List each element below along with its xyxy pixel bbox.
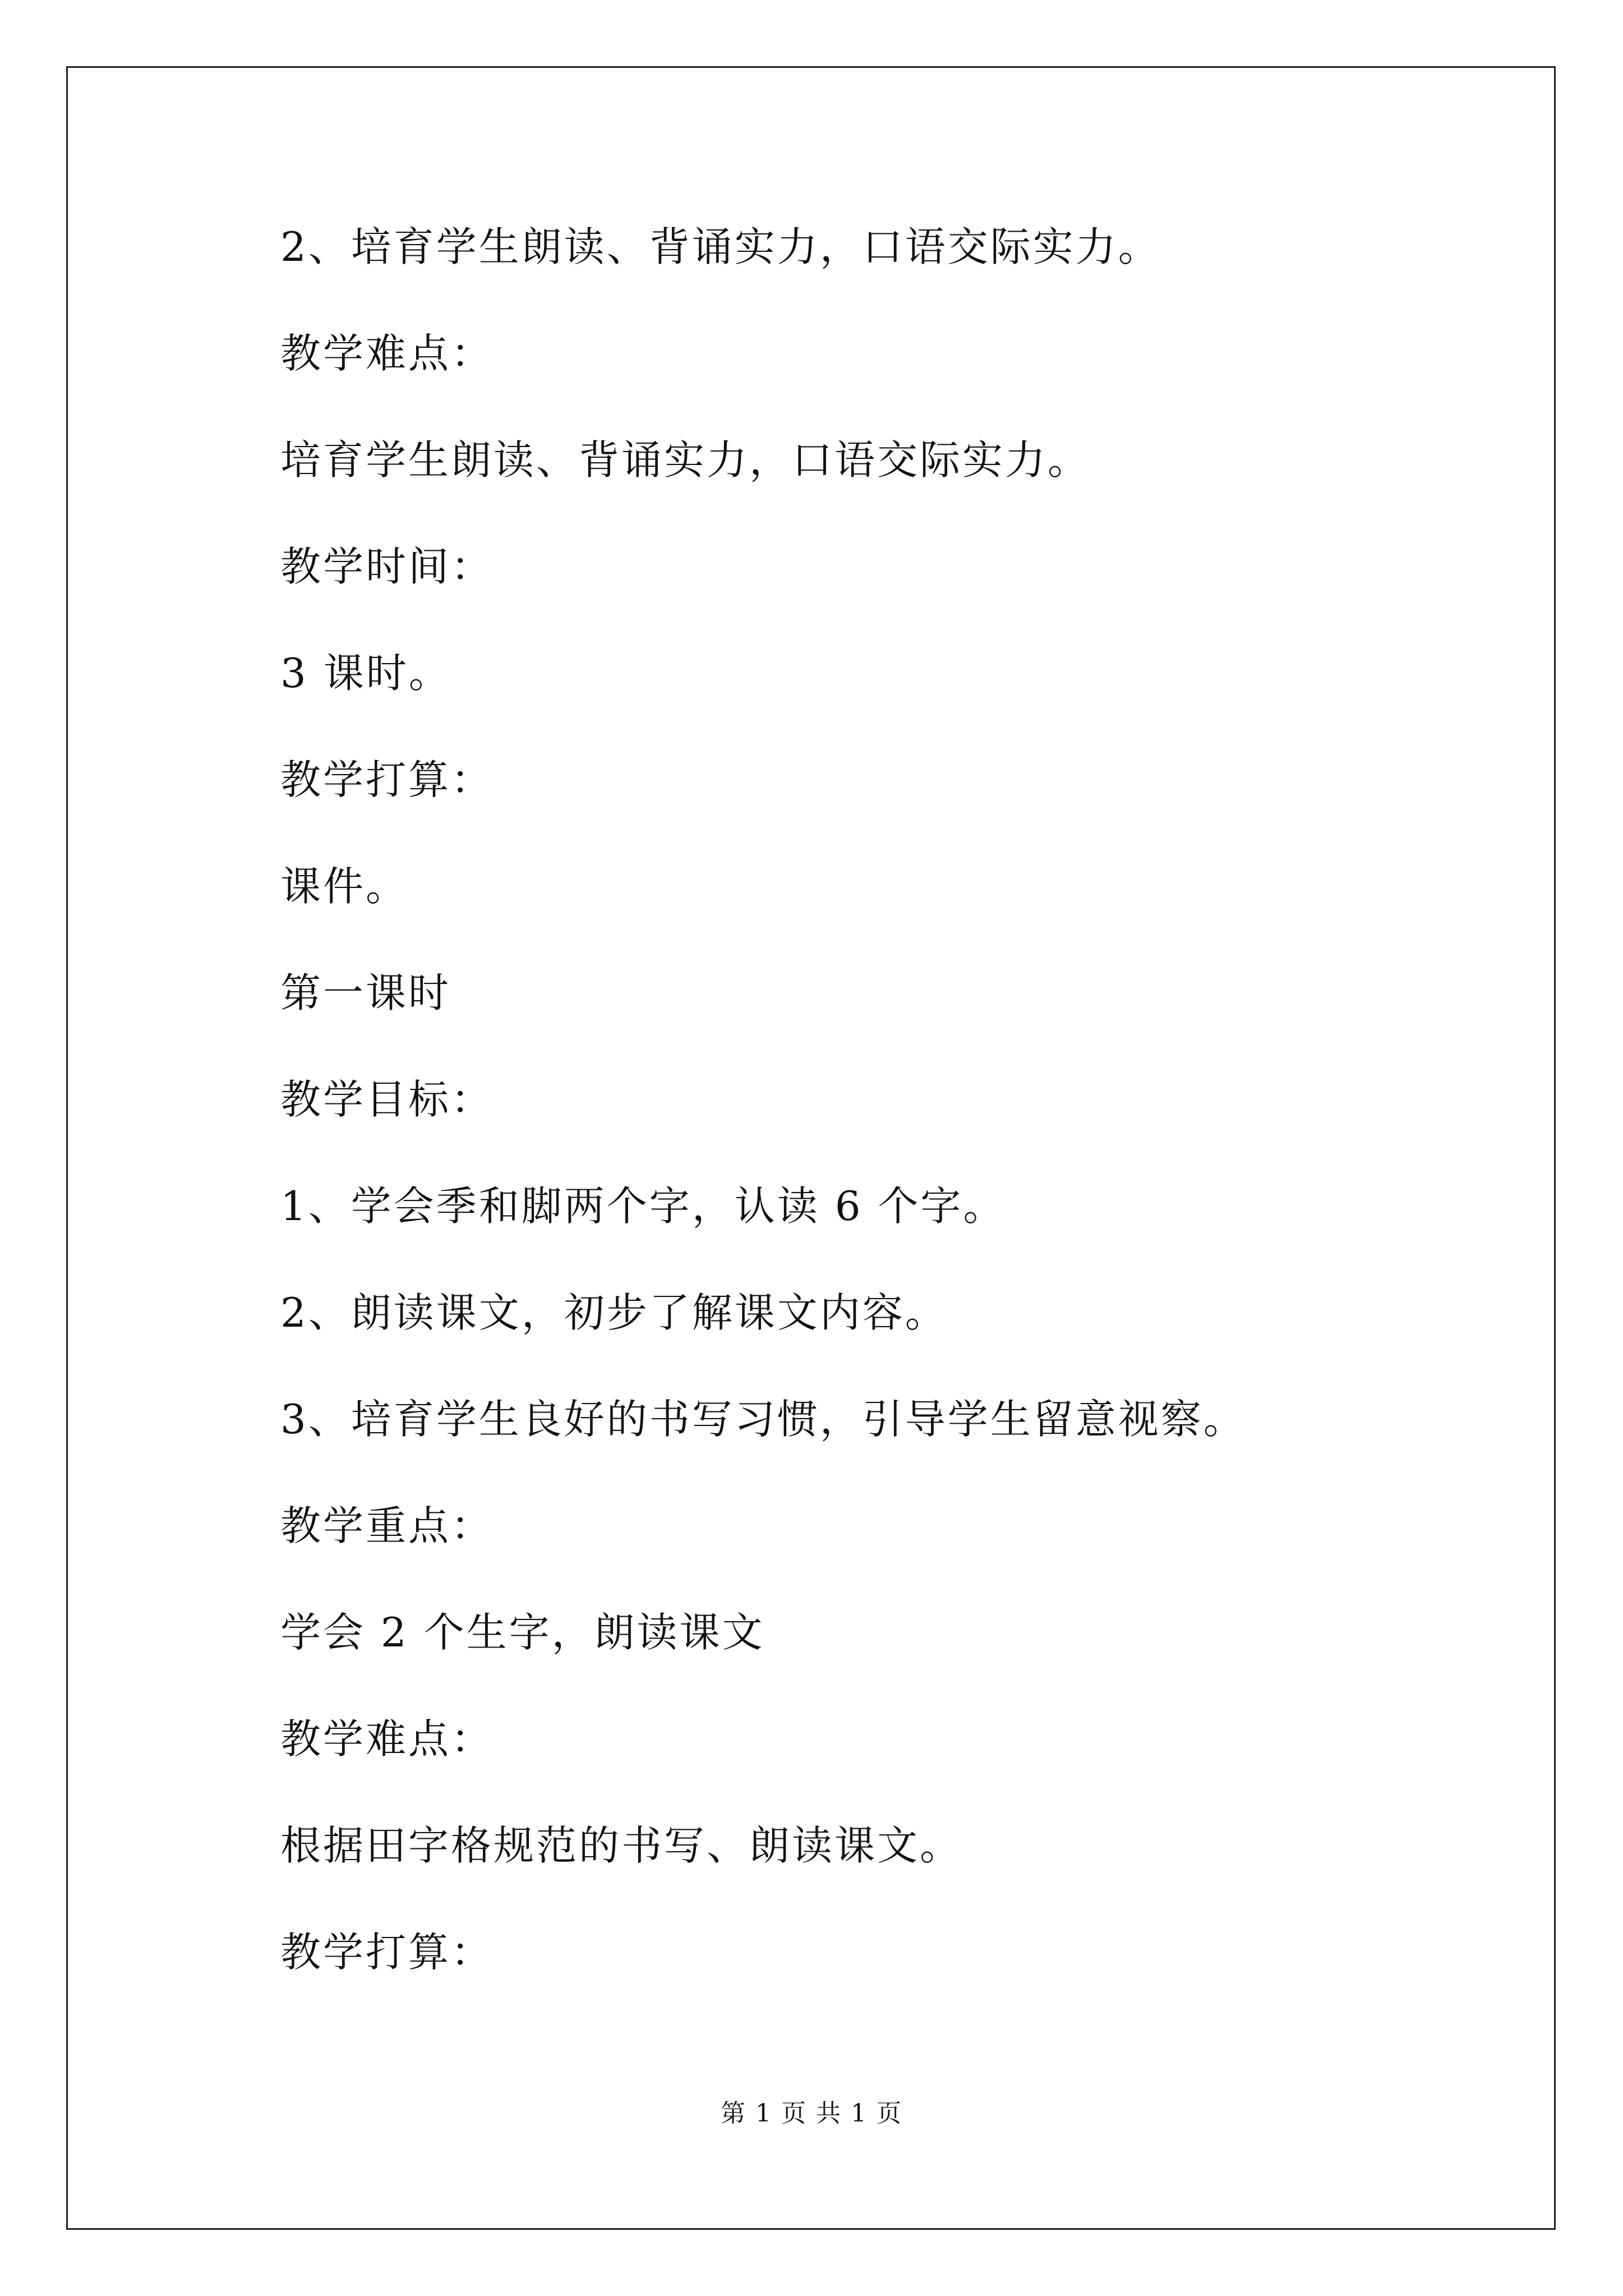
text-line: 学会 2 个生字，朗读课文 <box>280 1609 765 1656</box>
text-line: 课件。 <box>280 863 409 910</box>
lesson-title: 第一课时 <box>280 969 451 1016</box>
text-line: 3 课时。 <box>280 650 451 697</box>
page-border <box>66 66 1556 2230</box>
section-heading: 教学打算： <box>280 1929 494 1976</box>
section-heading: 教学难点： <box>280 330 494 377</box>
text-line: 2、朗读课文，初步了解课文内容。 <box>280 1289 948 1336</box>
text-line: 根据田字格规范的书写、朗读课文。 <box>280 1822 963 1869</box>
text-line: 2、培育学生朗读、背诵实力，口语交际实力。 <box>280 223 1161 270</box>
text-line: 培育学生朗读、背诵实力，口语交际实力。 <box>280 436 1091 484</box>
text-line: 3、培育学生良好的书写习惯，引导学生留意视察。 <box>280 1396 1246 1443</box>
text-line: 1、学会季和脚两个字，认读 6 个字。 <box>280 1182 1006 1230</box>
page-footer: 第 1 页 共 1 页 <box>721 2099 902 2128</box>
section-heading: 教学目标： <box>280 1076 494 1123</box>
section-heading: 教学难点： <box>280 1715 494 1763</box>
section-heading: 教学时间： <box>280 543 494 590</box>
section-heading: 教学重点： <box>280 1502 494 1549</box>
section-heading: 教学打算： <box>280 756 494 803</box>
